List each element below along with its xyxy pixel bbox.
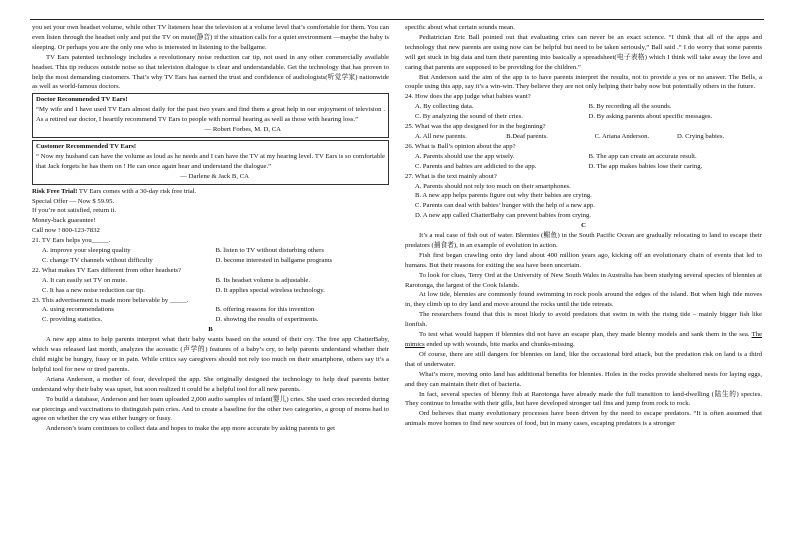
doctor-recommendation-box <box>32 93 389 138</box>
question-stem: 27. What is the text mainly about? <box>405 172 497 180</box>
option-a: A. All new parents. <box>415 132 467 140</box>
customer-quote: “ Now my husband can have the volume as loud as he needs and I can have the TV at my hearing level. TV Ears is so comfortable that Jack forgets he has them on ! He can once again hear and understand the dialogue.” <box>36 152 385 170</box>
option-d: D. By asking parents about specific messages. <box>588 113 713 121</box>
option-d: D. showing the results of experiments. <box>215 316 319 324</box>
question-stem: 21. TV Ears helps you_____. <box>32 237 111 245</box>
passage-c-paragraph-4: At low tide, blennies are commonly found swimming in rock pools around the edges of the island. But when high tide moves in, they climb up to dry land and move around the rocks until the tide retreats. <box>405 291 762 309</box>
tech-paragraph: TV Ears patented technology includes a revolutionary noise reduction car tip, not used in any other commercially available headset. This tip reduces outside noise so that television dialogue is clear and understandable. Get the technology that has proven to help the most demanding customers. That’s why TV Ears has earned the trust and confidence of audiologists(听觉学家) nationwide as well as world-famous doctors. <box>32 53 389 91</box>
option-a: A. using recommendations <box>42 306 114 314</box>
call-line: Call now ! 800-123-7832 <box>32 227 100 235</box>
option-b: B. offering reasons for this invention <box>215 306 315 314</box>
customer-signature: — Darlene & Jack B, CA <box>180 172 249 180</box>
right-column <box>405 23 762 429</box>
option-c: C. Ariana Anderson. <box>594 132 650 140</box>
passage-c-paragraph-6 <box>405 330 762 350</box>
section-c-heading: C <box>581 222 586 230</box>
option-a: A. Parents should not rely too much on their smartphones. <box>415 182 571 190</box>
option-d: D. become interested in ballgame programs <box>215 256 333 264</box>
section-b-heading: B <box>208 326 213 334</box>
option-d: D. Crying babies. <box>676 132 725 140</box>
passage-b-paragraph-4: Anderson’s team continues to collect data and hopes to make the app more accurate by asking parents to get <box>46 425 335 433</box>
question-22 <box>32 266 389 296</box>
option-d: D. The app makes babies lose their caring. <box>588 162 703 170</box>
guarantee-line: Money-back guarantee! <box>32 217 96 225</box>
risk-free-line <box>32 187 389 197</box>
special-offer-line: Special Offer — Now $ 59.95. <box>32 197 115 205</box>
risk-free-text: TV Ears comes with a 30-day risk free trial. <box>77 187 197 195</box>
intro-paragraph: you set your own headset volume, while other TV listeners hear the television at a volume level that’s comfortable for them. You can even listen through the headset only and put the TV on mute(静音) if the situation calls for a quiet environment —maybe the baby is sleeping. Or perhaps you are the only one who is interested in listening to the ballgame. <box>32 24 389 51</box>
doctor-box-heading: Doctor Recommended TV Ears! <box>36 96 128 104</box>
question-21 <box>32 236 389 266</box>
question-stem: 25. What was the app designed for in the beginning? <box>405 123 546 131</box>
option-b: B. A new app helps parents figure out why their babies are crying. <box>415 192 592 200</box>
option-b: B. By recording all the sounds. <box>588 103 672 111</box>
left-column <box>32 23 389 434</box>
top-rule <box>30 19 764 20</box>
passage-b-paragraph-6: But Anderson said the aim of the app is to have parents interpret the results, not to provide a yes or no answer. The Bells, a couple using this app, say it’s a win-win. They believe they are not only helping their baby now but potentially others in the future. <box>405 73 762 91</box>
return-line: If you’re not satisfied, return it. <box>32 207 117 215</box>
option-b: B.Deaf parents. <box>506 132 548 140</box>
question-24 <box>405 92 762 122</box>
paragraph-6-end: ended up with wounds, bite marks and chunks-missing. <box>424 341 575 348</box>
option-d: D. A new app called ChatterBaby can prevent babies from crying. <box>415 212 592 220</box>
passage-c-paragraph-3: To look for clues, Terry Ord at the University of New South Wales in Australia has been studying several species of blennies at Rarotonga, the largest of the Cook Islands. <box>405 271 762 289</box>
option-b: B. Its headset volume is adjustable. <box>215 276 311 284</box>
option-a: A. It can easily set TV on mute. <box>42 276 128 284</box>
option-c: C. providing statistics. <box>42 316 103 324</box>
passage-b-paragraph-2: Ariana Anderson, a mother of four, developed the app. She originally designed the technology to help deaf parents better understand why their baby was upset, but soon realized it could be a helpful tool for all new parents. <box>32 375 389 393</box>
option-c: C. Parents and babies are addicted to the app. <box>415 162 537 170</box>
option-c: C. By analyzing the sound of their cries. <box>415 113 523 121</box>
question-25 <box>405 122 762 142</box>
passage-b-continuation: specific about what certain sounds mean. <box>405 24 515 31</box>
question-26 <box>405 142 762 172</box>
customer-recommendation-box <box>32 140 389 185</box>
option-c: C. Parents can deal with babies’ hunger with the help of a new app. <box>415 202 595 210</box>
passage-b-paragraph-5: Pediatrician Eric Ball pointed out that evaluating cries can never be an exact science. “I think that all of the apps and technology that new parents are using now can be helpful but need to be taken seriously,” Ball said .“ I do worry that some parents will get stuck in big data and turn their parenting into basically a spreadsheet(电子表格) which I think will take away the love and caring that parents are supposed to be providing for the children.” <box>405 33 762 71</box>
question-stem: 24. How does the app judge what babies want? <box>405 93 531 101</box>
passage-c-paragraph-2: Fish first began crawling onto dry land about 400 million years ago, kicking off an evolutionary chain of events that led to humans. But their reasons for exiting the sea have been uncertain. <box>405 251 762 269</box>
option-b: B. The app can create an accurate result. <box>588 152 697 160</box>
paragraph-6-start: To test what would happen if blennies did not have an escape plan, they made blenny models and sank them in the sea. <box>419 331 752 339</box>
passage-c-paragraph-1: It’s a real case of fish out of water. Blennies (鳚鱼) in the South Pacific Ocean are gradually relocating to land to escape their predators (捕食者), in an example of evolution in action. <box>405 232 762 249</box>
passage-c-paragraph-9: In fact, several species of blenny fish at Rarotonga have already made the full transition to land-dwelling (陆生的) species. They continue to breathe with their gills, but have developed stronger tail fins and jump from rock to rock. <box>405 390 762 408</box>
option-c: C. change TV channels without difficulty <box>42 256 153 264</box>
doctor-quote: “My wife and I have used TV Ears almost daily for the past two years and find them a great help in our enjoyment of television . As a retired ear doctor, I heartily recommend TV Ears to people with normal hearing as well as those with hearing loss.” <box>36 106 385 124</box>
doctor-signature: — Robert Forbes, M. D, CA <box>204 126 281 134</box>
passage-c-paragraph-7: Of course, there are still dangers for blennies on land, like the occasional bird attack, but the predation risk on land is a third that of underwater. <box>405 350 762 368</box>
option-d: D. It applies special wireless technology. <box>215 286 325 294</box>
option-a: A. improve your sleeping quality <box>42 247 131 255</box>
question-23 <box>32 296 389 326</box>
question-27 <box>405 172 762 222</box>
option-a: A. Parents should use the app wisely. <box>415 152 515 160</box>
question-stem: 26. What is Ball’s opinion about the app? <box>405 142 516 150</box>
passage-b-paragraph-3: To build a database, Anderson and her team uploaded 2,000 audio samples of infant(婴儿) cries. She used cries recorded during ear piercings and vaccinations to distinguish pain cries. And to create a baseline for the other two categories, a group of moms had to agree on whether the cry was either hungry or fussy. <box>32 395 389 423</box>
underlined-the-mimics: The mimics <box>405 331 762 348</box>
option-b: B. listen to TV without disturbing others <box>215 247 324 255</box>
risk-free-label: Risk Free Trial! <box>32 187 78 195</box>
passage-b-paragraph-1: A new app aims to help parents interpret what their baby wants based on the sound of their cry. The free app ChatterBaby, which was released last month, analyzes the acoustic (声学的) features of a baby’s cry, to help parents understand whether their child might be hungry, fussy or in pain. While critics say caregivers should not rely too much on their smartphone, others say it’s a helpful tool for new or tired parents. <box>32 336 389 373</box>
customer-box-heading: Customer Recommended TV Ears! <box>36 142 137 150</box>
question-stem: 22. What makes TV Ears different from other headsets? <box>32 266 181 274</box>
option-a: A. By collecting data. <box>415 103 474 111</box>
option-c: C. It has a new noise reduction car tip. <box>42 286 145 294</box>
passage-c-paragraph-10: Ord believes that many evolutionary processes have been driven by the need to escape predators. “It is often assumed that animals move homes to find new sources of food, but in many cases, escaping predators is a stronger <box>405 410 762 428</box>
question-stem: 23. This advertisement is made more believable by _____. <box>32 296 189 304</box>
passage-c-paragraph-5: The researchers found that this is most likely to avoid predators that swim in with the rising tide – mainly bigger fish like lionfish. <box>405 311 762 329</box>
passage-c-paragraph-8: What’s more, moving onto land has additional benefits for blennies. Holes in the rocks provide sheltered nests for laying eggs, and they can maintain their diet of bacteria. <box>405 370 762 388</box>
